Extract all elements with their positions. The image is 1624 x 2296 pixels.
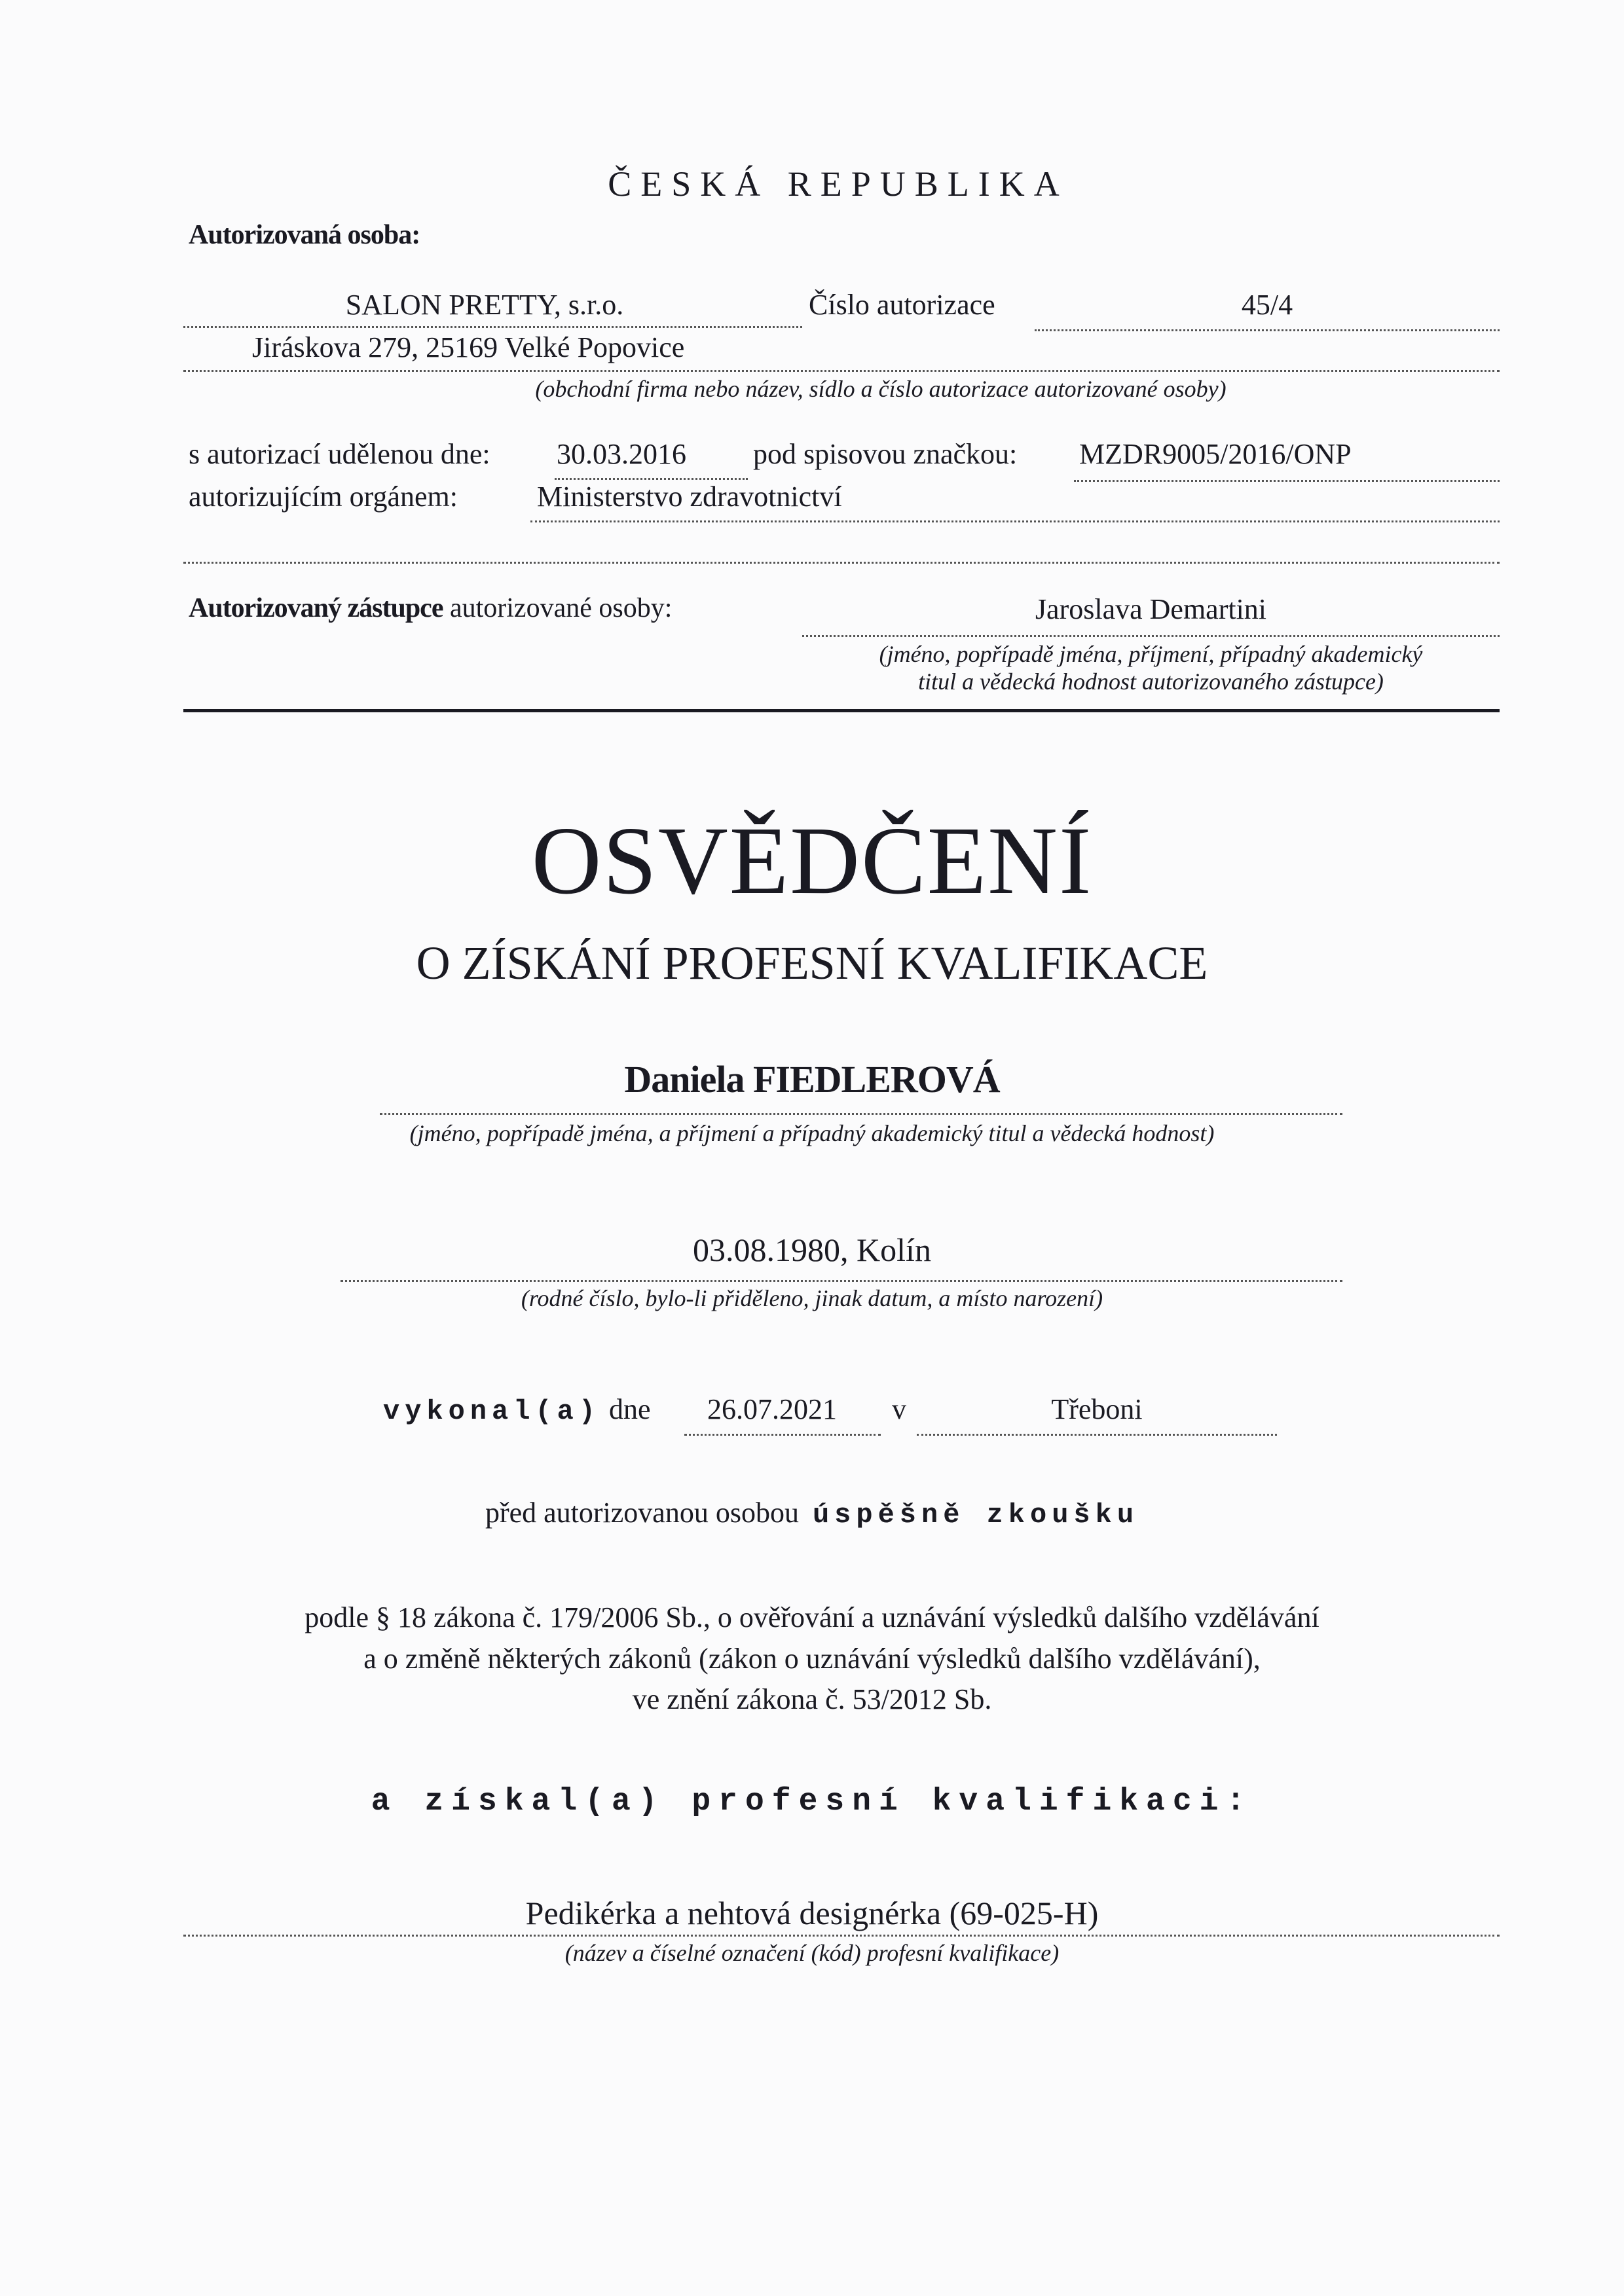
exam-result <box>0 1496 1624 1531</box>
file-number: MZDR9005/2016/ONP <box>1079 438 1352 470</box>
company-address: Jiráskova 279, 25169 Velké Popovice <box>252 331 685 363</box>
company-name-line <box>183 326 802 328</box>
separator-dotted-line <box>183 562 1500 564</box>
authority-name: Ministerstvo zdravotnictví <box>537 481 842 513</box>
certificate-title: OSVĚDČENÍ <box>531 807 1093 915</box>
authorized-person-caption: (obchodní firma nebo název, sídlo a číslo autorizace autorizované osoby) <box>535 376 1227 402</box>
exam-date: 26.07.2021 <box>707 1393 837 1425</box>
exam-place: Třeboni <box>1051 1393 1143 1425</box>
performed-label <box>383 1393 600 1427</box>
file-number-line <box>1074 480 1500 482</box>
obtained-qualification-heading: a získal(a) profesní kvalifikaci: <box>371 1784 1253 1819</box>
authorization-number: 45/4 <box>1241 289 1293 321</box>
granted-date-label: s autorizací udělenou dne: <box>189 438 490 470</box>
country-heading: ČESKÁ REPUBLIKA <box>608 164 1069 204</box>
representative-label <box>189 592 672 624</box>
representative-line <box>802 635 1500 637</box>
before-authorized-person-text: před autorizovanou osobou <box>485 1497 799 1529</box>
authorization-number-line <box>1035 329 1500 331</box>
authority-line <box>530 520 1500 522</box>
representative-name: Jaroslava Demartini <box>1035 593 1267 625</box>
qualification-line <box>183 1935 1500 1937</box>
holder-name: Daniela FIEDLEROVÁ <box>624 1058 1000 1101</box>
exam-date-line <box>684 1434 881 1436</box>
authorization-number-label: Číslo autorizace <box>809 289 995 321</box>
exam-date-label: dne <box>609 1393 651 1425</box>
authorized-person-label: Autorizovaná osoba: <box>189 220 420 250</box>
exam-place-label: v <box>892 1393 906 1425</box>
holder-caption: (jméno, popřípadě jména, a příjmení a případný akademický titul a vědecká hodnost) <box>409 1120 1215 1146</box>
file-number-label: pod spisovou značkou: <box>753 438 1018 470</box>
header-divider <box>183 709 1500 712</box>
law-text-line2: a o změně některých zákonů (zákon o uznávání výsledků dalšího vzdělávání), <box>363 1643 1261 1675</box>
success-text: úspěšně zkoušku <box>812 1499 1139 1531</box>
representative-caption-line2: titul a vědecká hodnost autorizovaného zástupce) <box>918 668 1384 695</box>
representative-label-bold: Autorizovaný zástupce <box>189 593 443 623</box>
granted-date: 30.03.2016 <box>557 438 686 470</box>
holder-name-line <box>380 1113 1342 1115</box>
qualification-caption: (název a číselné označení (kód) profesní kvalifikace) <box>564 1940 1060 1966</box>
law-text-line1: podle § 18 zákona č. 179/2006 Sb., o ověřování a uznávání výsledků dalšího vzdělávání <box>304 1601 1320 1633</box>
company-name: SALON PRETTY, s.r.o. <box>345 289 624 321</box>
certificate-subtitle: O ZÍSKÁNÍ PROFESNÍ KVALIFIKACE <box>416 937 1208 989</box>
authority-label: autorizujícím orgánem: <box>189 481 458 513</box>
representative-caption-line1: (jméno, popřípadě jména, příjmení, případný akademický <box>879 641 1423 667</box>
birth-line <box>341 1280 1342 1282</box>
qualification-name: Pedikérka a nehtová designérka (69-025-H) <box>525 1895 1099 1931</box>
birth-caption: (rodné číslo, bylo-li přiděleno, jinak datum, a místo narození) <box>521 1285 1103 1311</box>
performed-label-bold: vykonal(a) <box>383 1396 601 1427</box>
exam-place-line <box>917 1434 1277 1436</box>
holder-birth: 03.08.1980, Kolín <box>693 1231 931 1268</box>
law-text-line3: ve znění zákona č. 53/2012 Sb. <box>632 1683 992 1715</box>
representative-label-rest: autorizované osoby: <box>449 593 673 623</box>
address-line <box>183 370 1500 372</box>
